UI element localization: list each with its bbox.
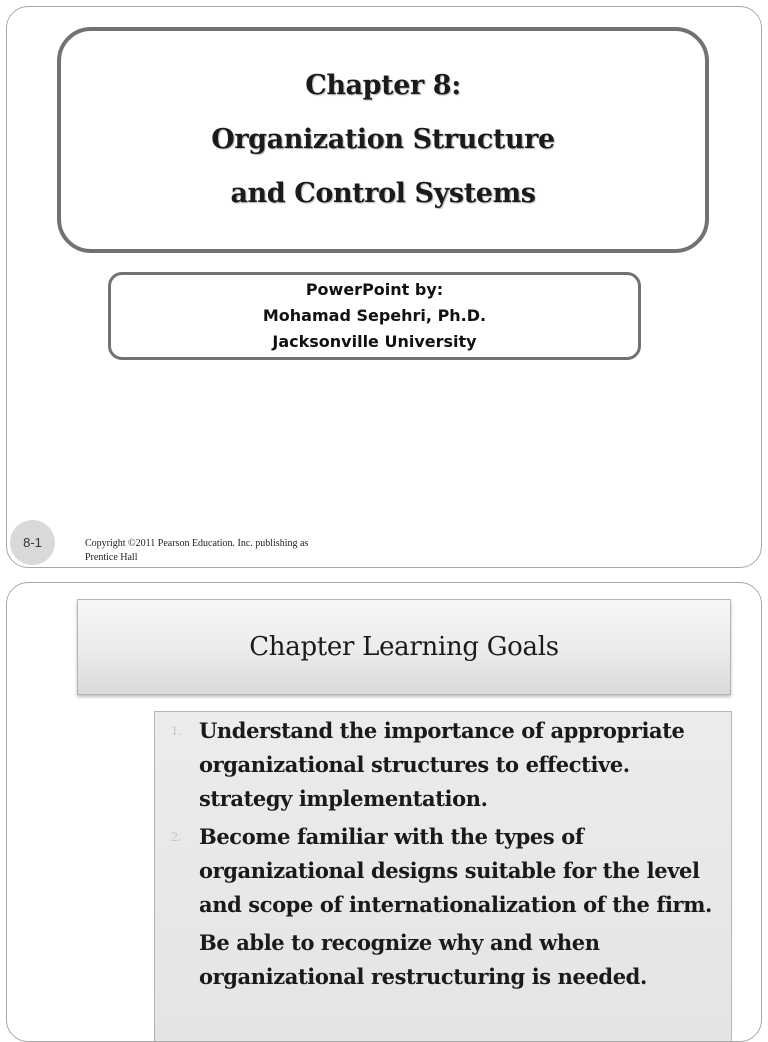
goals-list xyxy=(154,711,732,1042)
goal-text: Be able to recognize why and when organizational restructuring is needed. xyxy=(199,930,647,989)
page-number-badge: 8-1 xyxy=(10,520,55,565)
goal-text: Understand the importance of appropriate organizational structures to effective. strategy implementation. xyxy=(199,718,685,811)
author-line-2: Mohamad Sepehri, Ph.D. xyxy=(262,306,487,325)
title-line-1: Chapter 8: xyxy=(305,70,461,101)
goal-text: Become familiar with the types of organizational designs suitable for the level and scope of internationalization of the firm. xyxy=(199,824,712,917)
goal-number: 2. xyxy=(171,830,182,845)
copyright-line-2: Prentice Hall xyxy=(85,552,138,563)
copyright-notice xyxy=(85,537,385,565)
title-line-2: Organization Structure xyxy=(211,124,555,155)
goals-header xyxy=(77,599,731,695)
goal-number: 1. xyxy=(171,724,182,739)
slide-2 xyxy=(6,582,762,1042)
goal-item xyxy=(165,926,721,994)
author-box xyxy=(108,272,641,360)
copyright-line-1: Copyright ©2011 Pearson Education. Inc. publishing as xyxy=(85,538,309,549)
title-box xyxy=(57,27,709,253)
author-line-3: Jacksonville University xyxy=(272,332,477,351)
goals-title: Chapter Learning Goals xyxy=(249,632,559,662)
title-line-3: and Control Systems xyxy=(230,178,536,209)
slide-1 xyxy=(6,6,762,568)
goal-item xyxy=(165,714,721,816)
goal-number xyxy=(165,926,199,936)
author-line-1: PowerPoint by: xyxy=(305,280,444,299)
goal-item xyxy=(165,820,721,922)
